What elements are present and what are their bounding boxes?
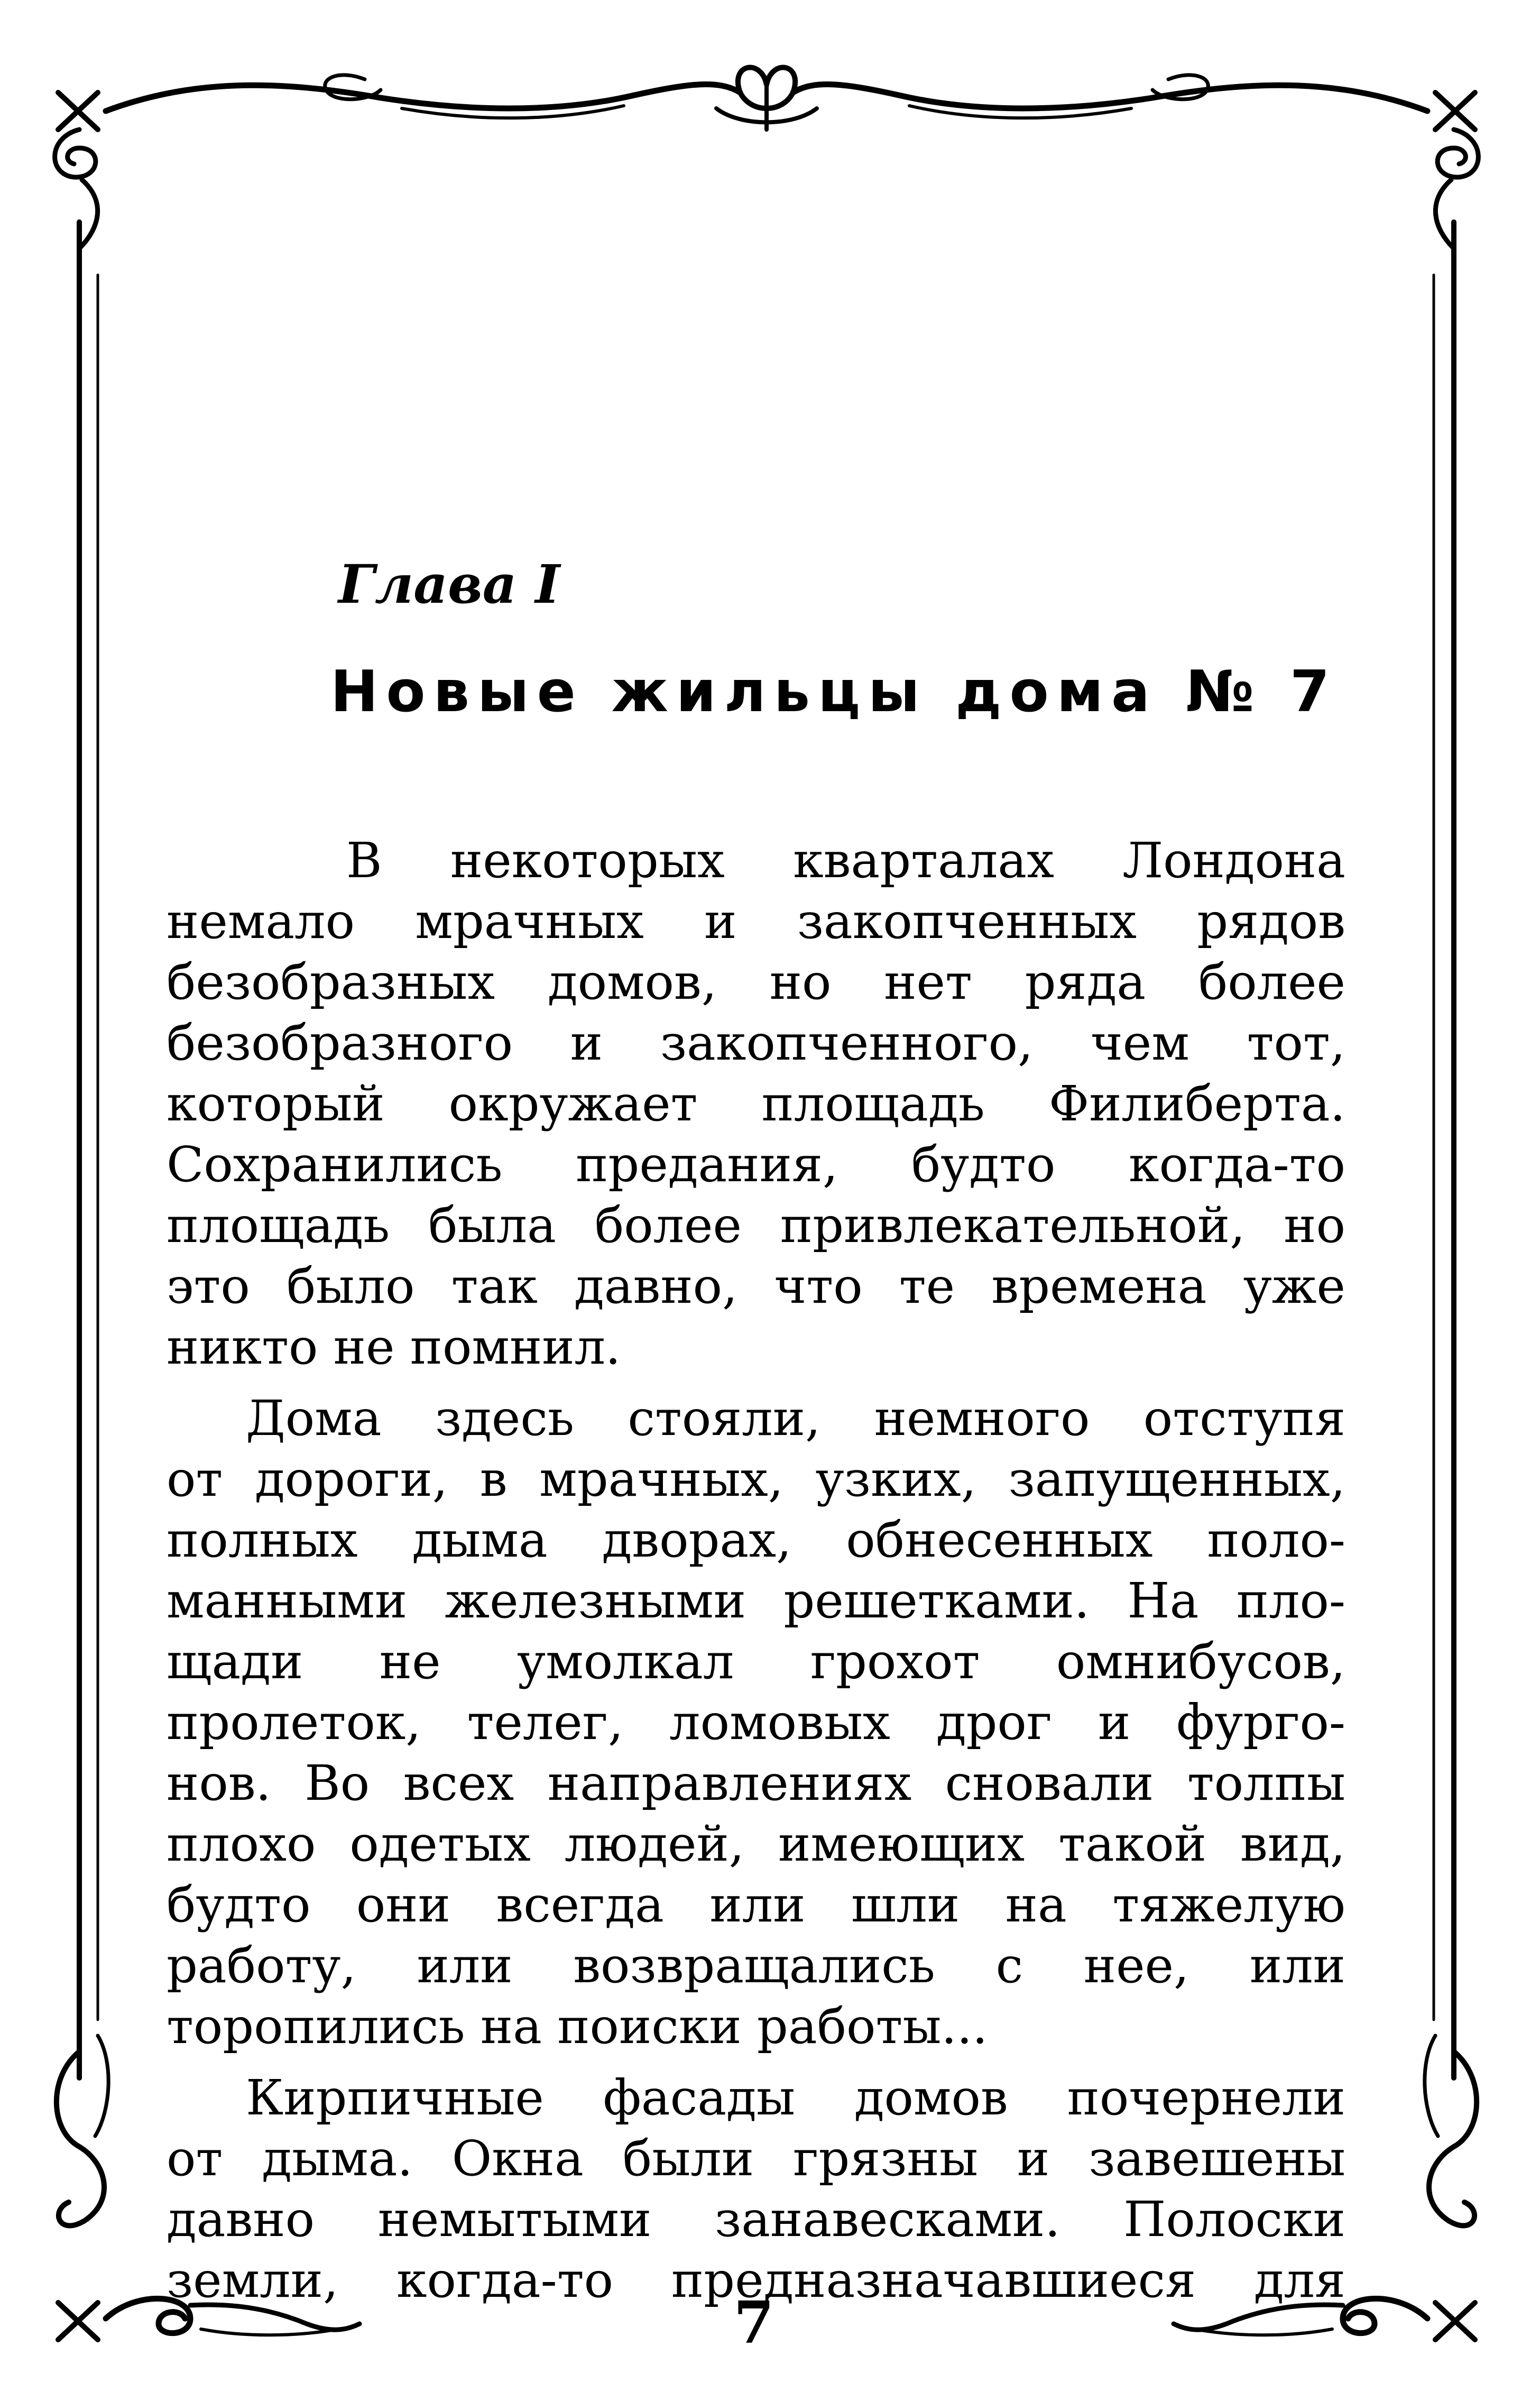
text-line: безобразного и закопченного, чем тот,	[167, 1015, 1345, 1071]
text-line: земли, когда-то предназначавшиеся для	[167, 2252, 1345, 2308]
text-line: площадь была более привлекательной, но	[167, 1197, 1345, 1254]
text-line: давно немытыми занавесками. Полоски	[167, 2191, 1345, 2248]
text-line: щади не умолкал грохот омнибусов,	[167, 1633, 1345, 1690]
text-line: никто не помнил.	[167, 1319, 621, 1375]
chapter-body	[167, 830, 1345, 2311]
paragraph-3	[167, 2067, 1345, 2311]
chapter-title: Новые жильцы дома № 7	[330, 659, 1338, 725]
top-left-corner-scroll	[58, 93, 98, 130]
text-line: Сохранились предания, будто когда-то	[167, 1136, 1345, 1193]
text-line: торопились на поиски работы...	[167, 1998, 988, 2055]
text-line: В некоторых кварталах Лондона	[346, 832, 1345, 889]
text-line: полных дыма дворах, обнесенных поло-	[167, 1512, 1345, 1568]
text-line: нов. Во всех направлениях сновали толпы	[167, 1755, 1345, 1811]
text-line: будто они всегда или шли на тяжелую	[167, 1876, 1345, 1933]
paragraph-1	[167, 830, 1345, 1377]
text-line: от дыма. Окна были грязны и завешены	[167, 2130, 1345, 2187]
text-line: Дома здесь стояли, немного отступя	[246, 1390, 1345, 1447]
text-line: пролеток, телег, ломовых дрог и фурго-	[167, 1694, 1345, 1751]
chapter-label: Глава I	[338, 553, 560, 615]
top-right-corner-scroll	[1435, 93, 1475, 130]
text-line: плохо одетых людей, имеющих такой вид,	[167, 1816, 1345, 1872]
text-line: это было так давно, что те времена уже	[167, 1258, 1345, 1314]
paragraph-2	[167, 1388, 1345, 2057]
bottom-right-flourish	[1343, 2298, 1427, 2333]
text-line: безобразных домов, но нет ряда более	[167, 954, 1345, 1010]
text-line: манными железными решетками. На пло-	[167, 1572, 1345, 1629]
top-flourish-left	[106, 85, 740, 111]
text-line: от дороги, в мрачных, узких, запущенных,	[167, 1451, 1345, 1507]
text-line: немало мрачных и закопченных рядов	[167, 893, 1345, 950]
text-line: работу, или возвращались с нее, или	[167, 1937, 1345, 1994]
text-line: который окружает площадь Филиберта.	[167, 1075, 1345, 1132]
text-line: Кирпичные фасады домов почернели	[246, 2069, 1345, 2126]
top-flourish-right	[793, 85, 1427, 111]
page-number: 7	[733, 2288, 774, 2357]
